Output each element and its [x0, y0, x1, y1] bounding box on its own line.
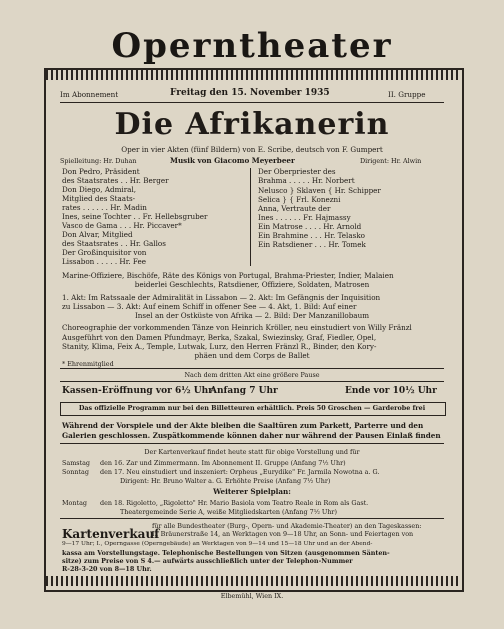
- stage-director: Spielleitung: Hr. Duhan: [60, 157, 137, 165]
- ticket-sales-line: 9—17 Uhr; I., Operngasse (Operngebäude) an Werktagen von 9—14 und 15—18 Uhr und an der Abend-: [62, 541, 373, 547]
- ticket-sales-line: sitze) zum Preise von S 4.— aufwärts ausschließlich unter der Telephon-Nummer: [62, 557, 353, 565]
- presale-heading: Der Kartenverkauf findet heute statt für obige Vorstellung und für: [144, 448, 360, 456]
- ensemble-line: beiderlei Geschlechts, Ratsdiener, Offiziere, Soldaten, Matrosen: [134, 280, 370, 289]
- top-ornament-strip: [46, 70, 460, 80]
- cast-line: Don Diego, Admiral,: [62, 185, 137, 194]
- cast-line: Der Oberpriester des: [258, 167, 336, 176]
- schedule-day: Montag: [62, 499, 87, 507]
- cast-line: rates . . . . . . Hr. Madin: [62, 203, 147, 212]
- section-divider: [60, 443, 444, 444]
- honorary-member-note: * Ehrenmitglied: [62, 360, 114, 368]
- section-divider: [60, 381, 444, 382]
- cast-line: des Staatsrates . . Hr. Berger: [62, 176, 169, 185]
- subscription-label: Im Abonnement: [60, 90, 119, 99]
- schedule-entry: den 17. Neu einstudiert und inszeniert: Orpheus „Eurydike" Fr. Jarmila Nowotna a. G.: [100, 468, 380, 476]
- cast-line: Ein Brahmine . . . Hr. Telasko: [258, 231, 366, 240]
- ticket-sales-line: R-28-3-20 von 8—18 Uhr.: [62, 565, 152, 573]
- choreography-line: Stanity, Klima, Feix A., Temple, Lutwak, Lurz, den Herren Fränzl R., Binder, den Kory-: [62, 342, 377, 351]
- ticket-sales-line: kassa am Vorstellungstage. Telephonische Bestellungen von Sitzen (ausgenommen Sänten-: [62, 549, 390, 557]
- ticket-sales-label: Kartenverkauf: [62, 527, 160, 541]
- latecomer-warning: Galerien geschlossen. Zuspätkommende können daher nur während der Pausen Einlaß finden: [62, 431, 441, 440]
- ticket-sales-line: für alle Bundestheater (Burg-, Opern- und Akademie-Theater) an den Tageskassen:: [152, 522, 422, 530]
- composer-line: Musik von Giacomo Meyerbeer: [170, 156, 295, 165]
- conductor: Dirigent: Hr. Alwin: [360, 157, 422, 165]
- section-divider: [60, 518, 444, 519]
- header-divider: [60, 102, 444, 103]
- cast-line: Ines . . . . . . Fr. Hajmassy: [258, 213, 351, 222]
- schedule-entry: den 18. Rigoletto, „Rigoletto" Hr. Mario Basiola vom Teatro Reale in Rom als Gast.: [100, 499, 369, 507]
- cast-line: Ein Ratsdiener . . . Hr. Tomek: [258, 240, 366, 249]
- cast-line: Selica } { Frl. Konezni: [258, 195, 341, 204]
- opera-title: Die Afrikanerin: [114, 107, 390, 142]
- cast-line: Anna, Vertraute der: [258, 204, 331, 213]
- cast-line: Mitglied des Staats-: [62, 194, 136, 203]
- start-time: Anfang 7 Uhr: [210, 386, 278, 396]
- cast-line: Nelusco } Sklaven { Hr. Schipper: [258, 186, 381, 195]
- choreography-line: Ausgeführt von den Damen Pfundmayr, Berka, Szakal, Swiezinsky, Graf, Fiedler, Opel,: [62, 333, 377, 342]
- schedule-day: Sonntag: [62, 468, 89, 476]
- scene-line: 1. Akt: Im Ratssaale der Admiralität in Lissabon — 2. Akt: Im Gefängnis der Inquisition: [62, 293, 381, 302]
- scene-line: zu Lissabon — 3. Akt: Auf einem Schiff in offener See — 4. Akt, 1. Bild: Auf einer: [62, 302, 357, 311]
- cast-line: Ines, seine Tochter . . Fr. Hellebsgruber: [62, 212, 208, 221]
- end-time: Ende vor 10½ Uhr: [345, 386, 437, 396]
- choreography-line: phäen und dem Corps de Ballet: [194, 351, 310, 360]
- cast-line: Brahma . . . . . Hr. Norbert: [258, 176, 355, 185]
- latecomer-warning: Während der Vorspiele und der Akte bleiben die Saaltüren zum Parkett, Parterre und den: [62, 421, 424, 430]
- cast-line: Don Pedro, Präsident: [62, 167, 140, 176]
- bottom-ornament-strip: [46, 576, 460, 586]
- schedule-day: Samstag: [62, 459, 90, 467]
- pause-note: Nach dem dritten Akt eine größere Pause: [184, 371, 320, 379]
- printer-credit: Elbemühl, Wien IX.: [220, 592, 284, 600]
- group-label: II. Gruppe: [388, 90, 426, 99]
- cast-line: Don Alvar, Mitglied: [62, 230, 133, 239]
- cast-column-divider: [250, 168, 251, 266]
- schedule-entry-cont: Dirigent: Hr. Bruno Walter a. G. Erhöhte Preise (Anfang 7½ Uhr): [120, 477, 331, 485]
- cast-line: des Staatsrates . . Hr. Gallos: [62, 239, 166, 248]
- cast-line: Vasco de Gama . . . Hr. Piccaver*: [62, 221, 182, 230]
- masthead: Operntheater: [111, 26, 393, 66]
- performance-date: Freitag den 15. November 1935: [170, 88, 330, 98]
- cast-line: Ein Matrose . . . . Hr. Arnold: [258, 222, 362, 231]
- program-note: Das offizielle Programm nur bei den Billetteuren erhältlich. Preis 50 Groschen — Garderobe frei: [78, 404, 426, 412]
- schedule-entry: den 16. Zar und Zimmermann. Im Abonnement II. Gruppe (Anfang 7½ Uhr): [100, 459, 346, 467]
- scene-line: Insel an der Ostküste von Afrika — 2. Bild: Der Manzanillobaum: [134, 311, 370, 320]
- cast-line: Lissabon . . . . . Hr. Fee: [62, 257, 147, 266]
- cast-line: Der Großinquisitor von: [62, 248, 147, 257]
- ticket-sales-line: I., Bräunerstraße 14, an Werktagen von 9—18 Uhr, an Sonn- und Feiertagen von: [152, 530, 414, 538]
- box-office-opening: Kassen-Eröffnung vor 6½ Uhr: [62, 386, 213, 396]
- section-divider: [60, 368, 444, 369]
- opera-subtitle: Oper in vier Akten (fünf Bildern) von E. Scribe, deutsch von F. Gumpert: [121, 145, 383, 154]
- choreography-line: Choreographie der vorkommenden Tänze von Heinrich Kröller, neu einstudiert von Willy Fränzl: [62, 323, 412, 332]
- schedule-entry-cont: Theatergemeinde Serie A, weiße Mitgliedskarten (Anfang 7½ Uhr): [120, 508, 337, 516]
- further-schedule-heading: Weiterer Spielplan:: [213, 487, 291, 496]
- ensemble-line: Marine-Offiziere, Bischöfe, Räte des Königs von Portugal, Brahma-Priester, Indier, Malaien: [62, 271, 394, 280]
